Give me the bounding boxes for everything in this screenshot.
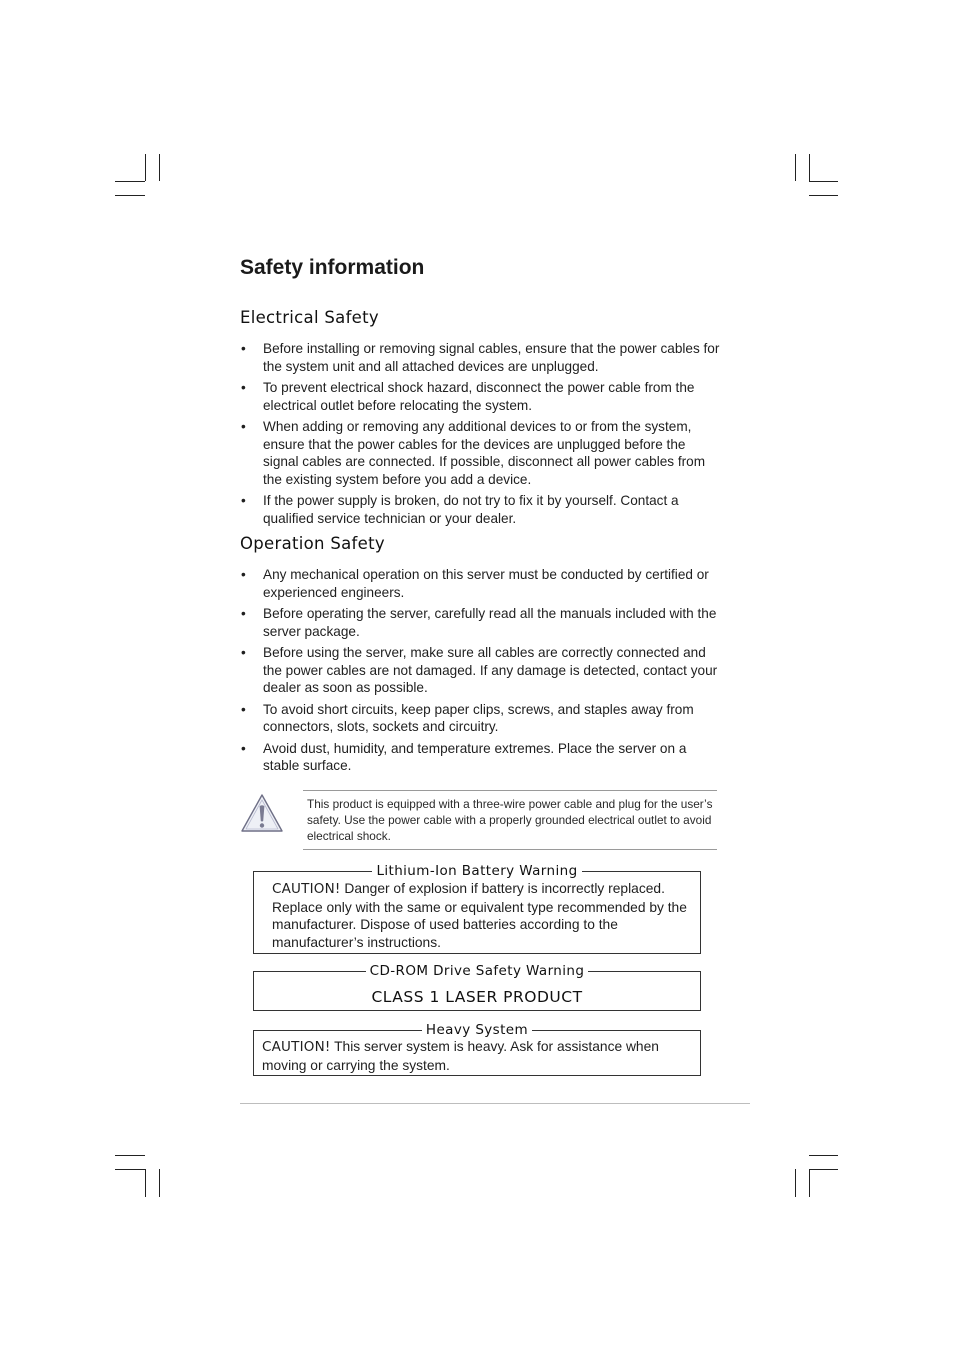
list-item: • Before using the server, make sure all cables are correctly connected and the power cables are not damaged. If any damage is detected, contact your dealer as soon as possible.: [240, 644, 720, 697]
crop-mark: [795, 1169, 796, 1197]
list-item: • Before installing or removing signal cables, ensure that the power cables for the system unit and all attached devices are unplugged.: [240, 340, 720, 375]
cdrom-warning-box: [253, 963, 701, 1011]
crop-mark: [795, 154, 796, 181]
crop-mark: [115, 1169, 145, 1170]
crop-mark: [145, 1169, 146, 1197]
operation-safety-heading: Operation Safety: [240, 534, 385, 553]
crop-mark: [115, 195, 145, 196]
list-item: • When adding or removing any additional devices to or from the system, ensure that the power cables for the devices are unplugged before the signal cables are connected. If possible, disconnect all power cables from the existing system before you add a device.: [240, 418, 720, 488]
note-text: This product is equipped with a three-wire power cable and plug for the user’s safety. Use the power cable with a properly grounded electrical outlet to avoid electrical shock.: [307, 797, 713, 843]
battery-warning-title: Lithium-Ion Battery Warning: [372, 863, 581, 879]
crop-mark: [159, 1169, 160, 1197]
battery-warning-box: [253, 863, 701, 954]
crop-mark: [809, 195, 838, 196]
safety-note: [240, 790, 718, 850]
warning-icon: [240, 792, 284, 834]
laser-product-label: CLASS 1 LASER PRODUCT: [371, 988, 583, 1006]
crop-mark: [159, 154, 160, 181]
list-item: • Avoid dust, humidity, and temperature extremes. Place the server on a stable surface.: [240, 740, 720, 775]
electrical-safety-heading: Electrical Safety: [240, 308, 379, 327]
crop-mark: [809, 1155, 838, 1156]
electrical-safety-list: [240, 340, 720, 531]
caution-label: CAUTION!: [272, 881, 341, 897]
crop-mark: [115, 181, 145, 182]
cdrom-warning-title: CD-ROM Drive Safety Warning: [366, 963, 589, 979]
crop-mark: [809, 154, 810, 181]
list-item: • To avoid short circuits, keep paper clips, screws, and staples away from connectors, slots, sockets and circuitry.: [240, 701, 720, 736]
footer-divider: [240, 1103, 750, 1104]
list-item: • Any mechanical operation on this server must be conducted by certified or experienced engineers.: [240, 566, 720, 601]
crop-mark: [809, 1169, 838, 1170]
divider: [303, 790, 717, 791]
operation-safety-list: [240, 566, 720, 779]
battery-warning-text: CAUTION! Danger of explosion if battery is incorrectly replaced. Replace only with the same or equivalent type recommended by the manufacturer. Dispose of used batteries according to the manufacturer’s instructions.: [272, 881, 687, 950]
heavy-system-box: [253, 1022, 701, 1076]
caution-label: CAUTION!: [262, 1039, 331, 1055]
crop-mark: [809, 181, 838, 182]
list-item: • If the power supply is broken, do not try to fix it by yourself. Contact a qualified service technician or your dealer.: [240, 492, 720, 527]
crop-mark: [115, 1155, 145, 1156]
list-item: • To prevent electrical shock hazard, disconnect the power cable from the electrical outlet before relocating the system.: [240, 379, 720, 414]
page-title: Safety information: [240, 256, 425, 279]
list-item: • Before operating the server, carefully read all the manuals included with the server package.: [240, 605, 720, 640]
divider: [303, 849, 717, 850]
crop-mark: [145, 154, 146, 181]
crop-mark: [809, 1169, 810, 1197]
heavy-system-title: Heavy System: [422, 1022, 532, 1038]
heavy-system-text: CAUTION! This server system is heavy. Ask for assistance when moving or carrying the system.: [262, 1039, 659, 1073]
